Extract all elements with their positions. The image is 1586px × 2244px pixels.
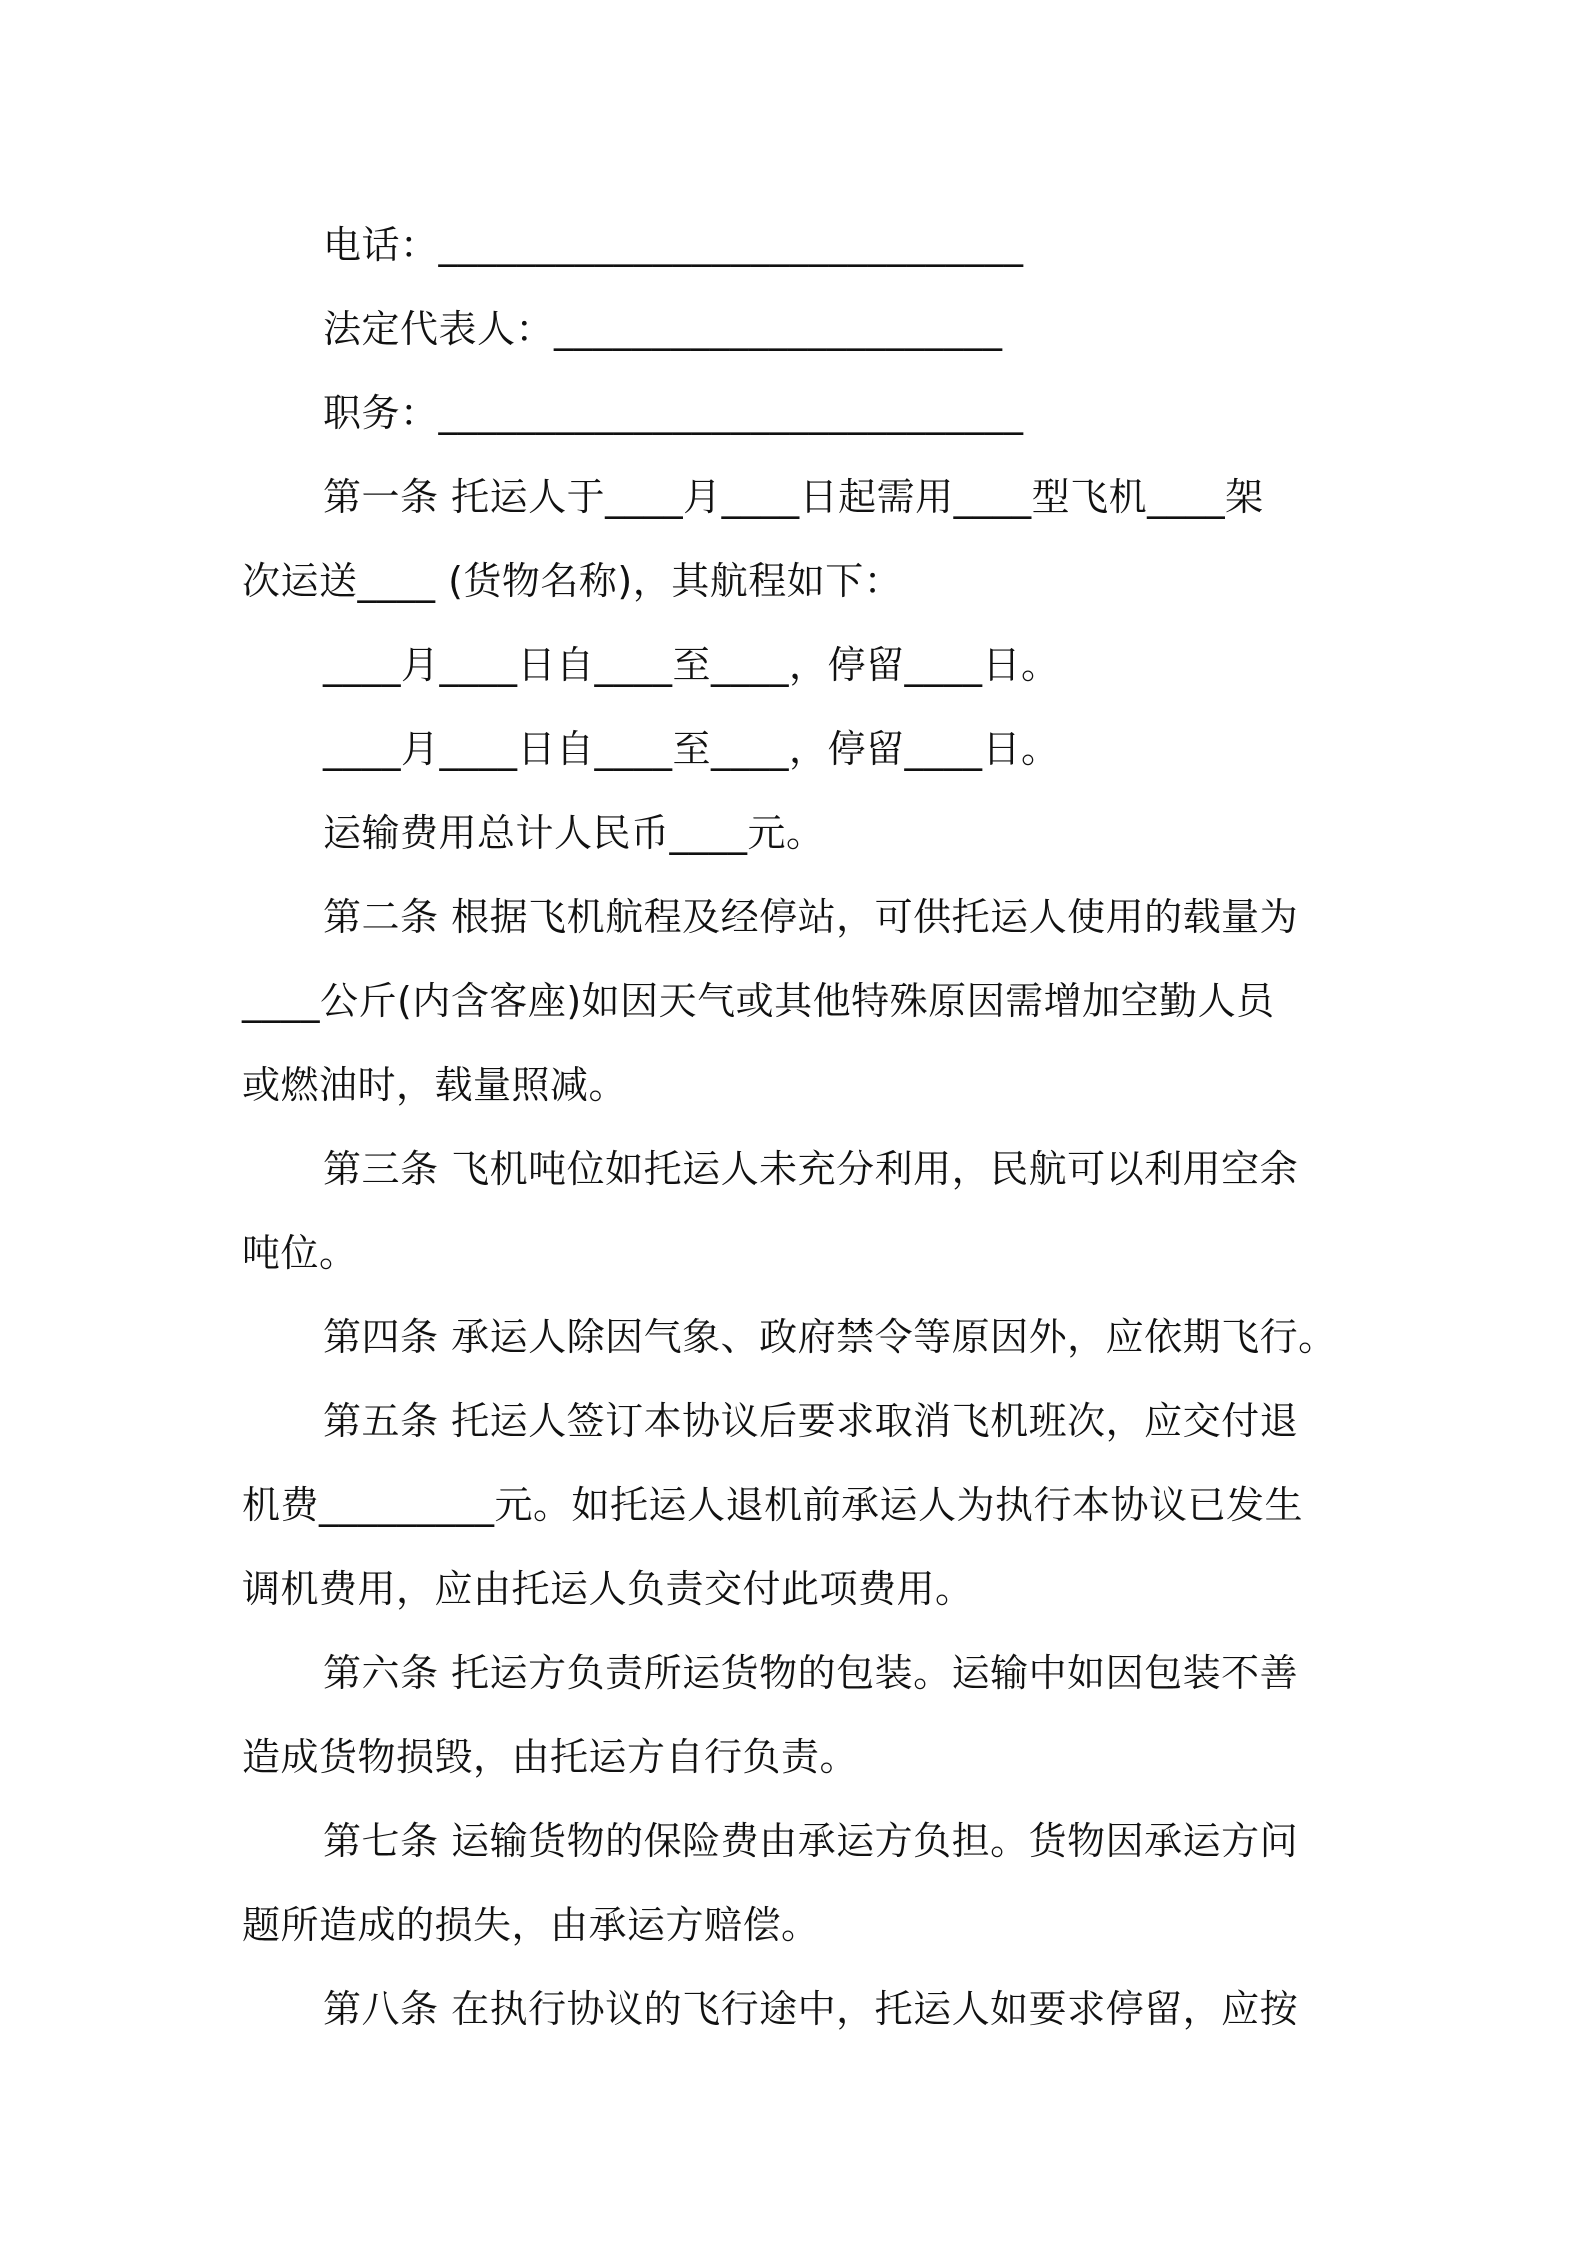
article-7-line-2: 题所造成的损失，由承运方赔偿。 — [242, 1903, 820, 1947]
article-5-line-2: 机费_________元。如托运人退机前承运人为执行本协议已发生 — [242, 1483, 1304, 1527]
article-3-line-2: 吨位。 — [242, 1231, 358, 1275]
route-line-2: ____月____日自____至____，停留____日。 — [323, 727, 1060, 771]
article-6-line-2: 造成货物损毁，由托运方自行负责。 — [242, 1735, 859, 1779]
transport-fee-line: 运输费用总计人民币____元。 — [323, 811, 825, 855]
article-5-line-3: 调机费用，应由托运人负责交付此项费用。 — [242, 1567, 974, 1611]
article-8-line-1: 第八条 在执行协议的飞行途中，托运人如要求停留，应按 — [323, 1987, 1299, 2031]
article-7-line-1: 第七条 运输货物的保险费由承运方负担。货物因承运方问 — [323, 1819, 1299, 1863]
article-4-line-1: 第四条 承运人除因气象、政府禁令等原因外，应依期飞行。 — [323, 1315, 1337, 1359]
article-3-line-1: 第三条 飞机吨位如托运人未充分利用，民航可以利用空余 — [323, 1147, 1299, 1191]
article-2-line-1: 第二条 根据飞机航程及经停站，可供托运人使用的载量为 — [323, 895, 1299, 939]
position-line: 职务：______________________________ — [323, 391, 1024, 435]
article-5-line-1: 第五条 托运人签订本协议后要求取消飞机班次，应交付退 — [323, 1399, 1299, 1443]
phone-line: 电话：______________________________ — [323, 223, 1024, 267]
legal-representative-line: 法定代表人：_______________________ — [323, 307, 1003, 351]
route-line-1: ____月____日自____至____，停留____日。 — [323, 643, 1060, 687]
article-2-line-2: ____公斤(内含客座)如因天气或其他特殊原因需增加空勤人员 — [242, 979, 1275, 1023]
article-2-line-3: 或燃油时，载量照减。 — [242, 1063, 628, 1107]
document-body — [242, 203, 1352, 2051]
article-1-line-1: 第一条 托运人于____月____日起需用____型飞机____架 — [323, 475, 1264, 519]
article-1-line-2: 次运送____ (货物名称)，其航程如下： — [242, 559, 903, 603]
article-6-line-1: 第六条 托运方负责所运货物的包装。运输中如因包装不善 — [323, 1651, 1299, 1695]
